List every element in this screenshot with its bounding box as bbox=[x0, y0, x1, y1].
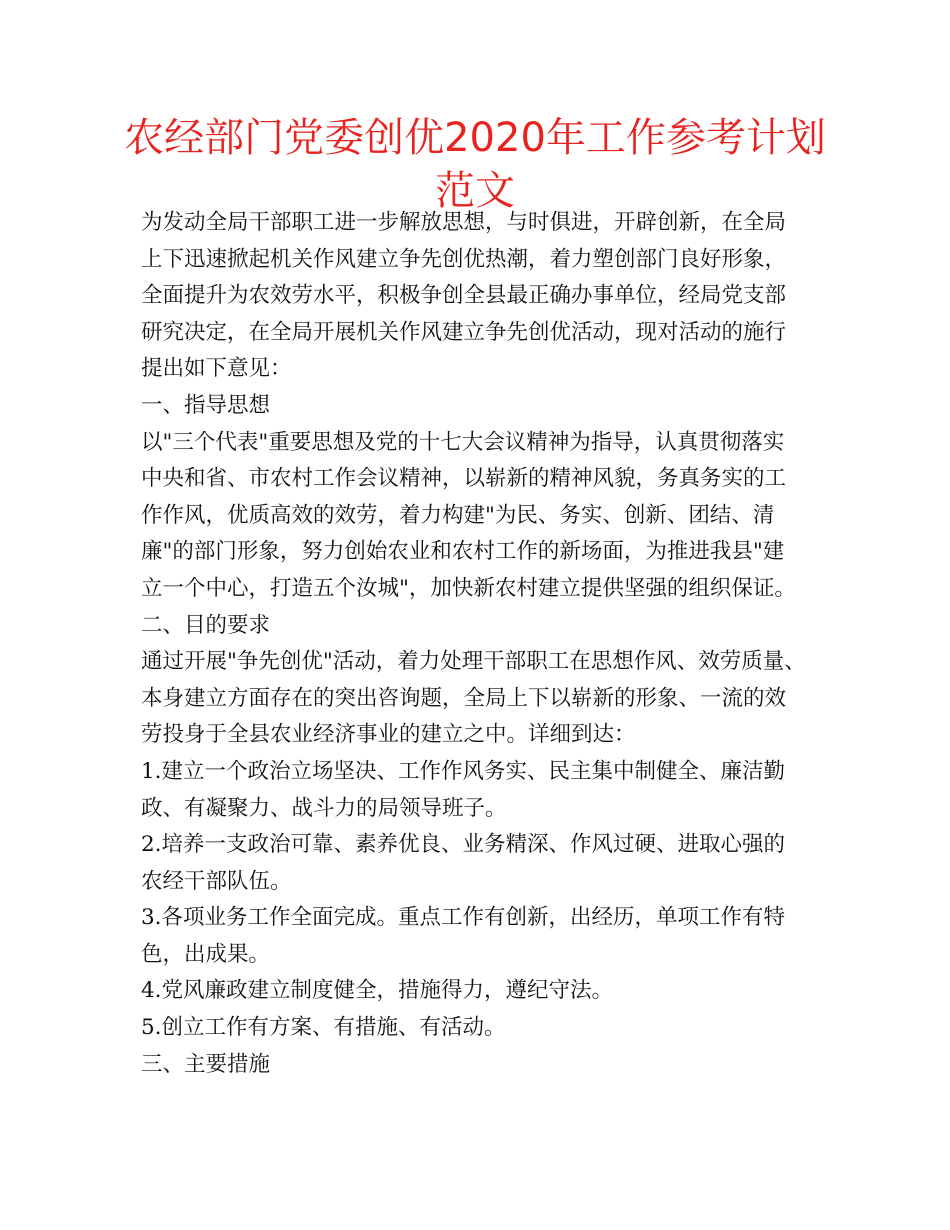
section-heading: 一、指导思想 bbox=[141, 392, 271, 418]
document-title: 农经部门党委创优2020年工作参考计划范文 bbox=[124, 115, 826, 214]
body-line: 以"三个代表"重要思想及党的十七大会议精神为指导，认真贯彻落实 bbox=[141, 429, 785, 455]
section-heading: 三、主要措施 bbox=[141, 1051, 271, 1077]
list-item: 3.各项业务工作全面完成。重点工作有创新，出经历，单项工作有特 bbox=[141, 905, 786, 931]
body-line: 劳投身于全县农业经济事业的建立之中。详细到达： bbox=[141, 722, 636, 748]
body-line: 提出如下意见： bbox=[141, 356, 292, 382]
document-body bbox=[141, 205, 831, 1083]
list-item: 4.党风廉政建立制度健全，措施得力，遵纪守法。 bbox=[141, 978, 614, 1004]
body-line: 研究决定，在全局开展机关作风建立争先创优活动，现对活动的施行 bbox=[141, 319, 787, 345]
body-line: 全面提升为农效劳水平，积极争创全县最正确办事单位，经局党支部 bbox=[141, 283, 787, 309]
list-item: 1.建立一个政治立场坚决、工作作风务实、民主集中制健全、廉洁勤 bbox=[141, 758, 786, 784]
body-line: 中央和省、市农村工作会议精神，以崭新的精神风貌，务真务实的工 bbox=[141, 466, 787, 492]
list-item-continuation: 色，出成果。 bbox=[141, 941, 271, 967]
body-line: 通过开展"争先创优"活动，着力处理干部职工在思想作风、效劳质量、 bbox=[141, 649, 806, 675]
body-line: 作作风，优质高效的效劳，着力构建"为民、务实、创新、团结、清 bbox=[141, 502, 775, 528]
list-item-continuation: 政、有凝聚力、战斗力的局领导班子。 bbox=[141, 795, 507, 821]
body-line: 立一个中心，打造五个汝城"，加快新农村建立提供坚强的组织保证。 bbox=[141, 575, 796, 601]
body-line: 本身建立方面存在的突出咨询题，全局上下以崭新的形象、一流的效 bbox=[141, 685, 787, 711]
list-item: 5.创立工作有方案、有措施、有活动。 bbox=[141, 1015, 506, 1041]
body-line: 廉"的部门形象，努力创始农业和农村工作的新场面，为推进我县"建 bbox=[141, 539, 785, 565]
body-line: 为发动全局干部职工进一步解放思想，与时俱进，开辟创新，在全局 bbox=[141, 210, 787, 235]
list-item-continuation: 农经干部队伍。 bbox=[141, 868, 292, 894]
list-item: 2.培养一支政治可靠、素养优良、业务精深、作风过硬、进取心强的 bbox=[141, 832, 786, 858]
body-line: 上下迅速掀起机关作风建立争先创优热潮，着力塑创部门良好形象， bbox=[141, 246, 787, 272]
section-heading: 二、目的要求 bbox=[141, 612, 271, 638]
